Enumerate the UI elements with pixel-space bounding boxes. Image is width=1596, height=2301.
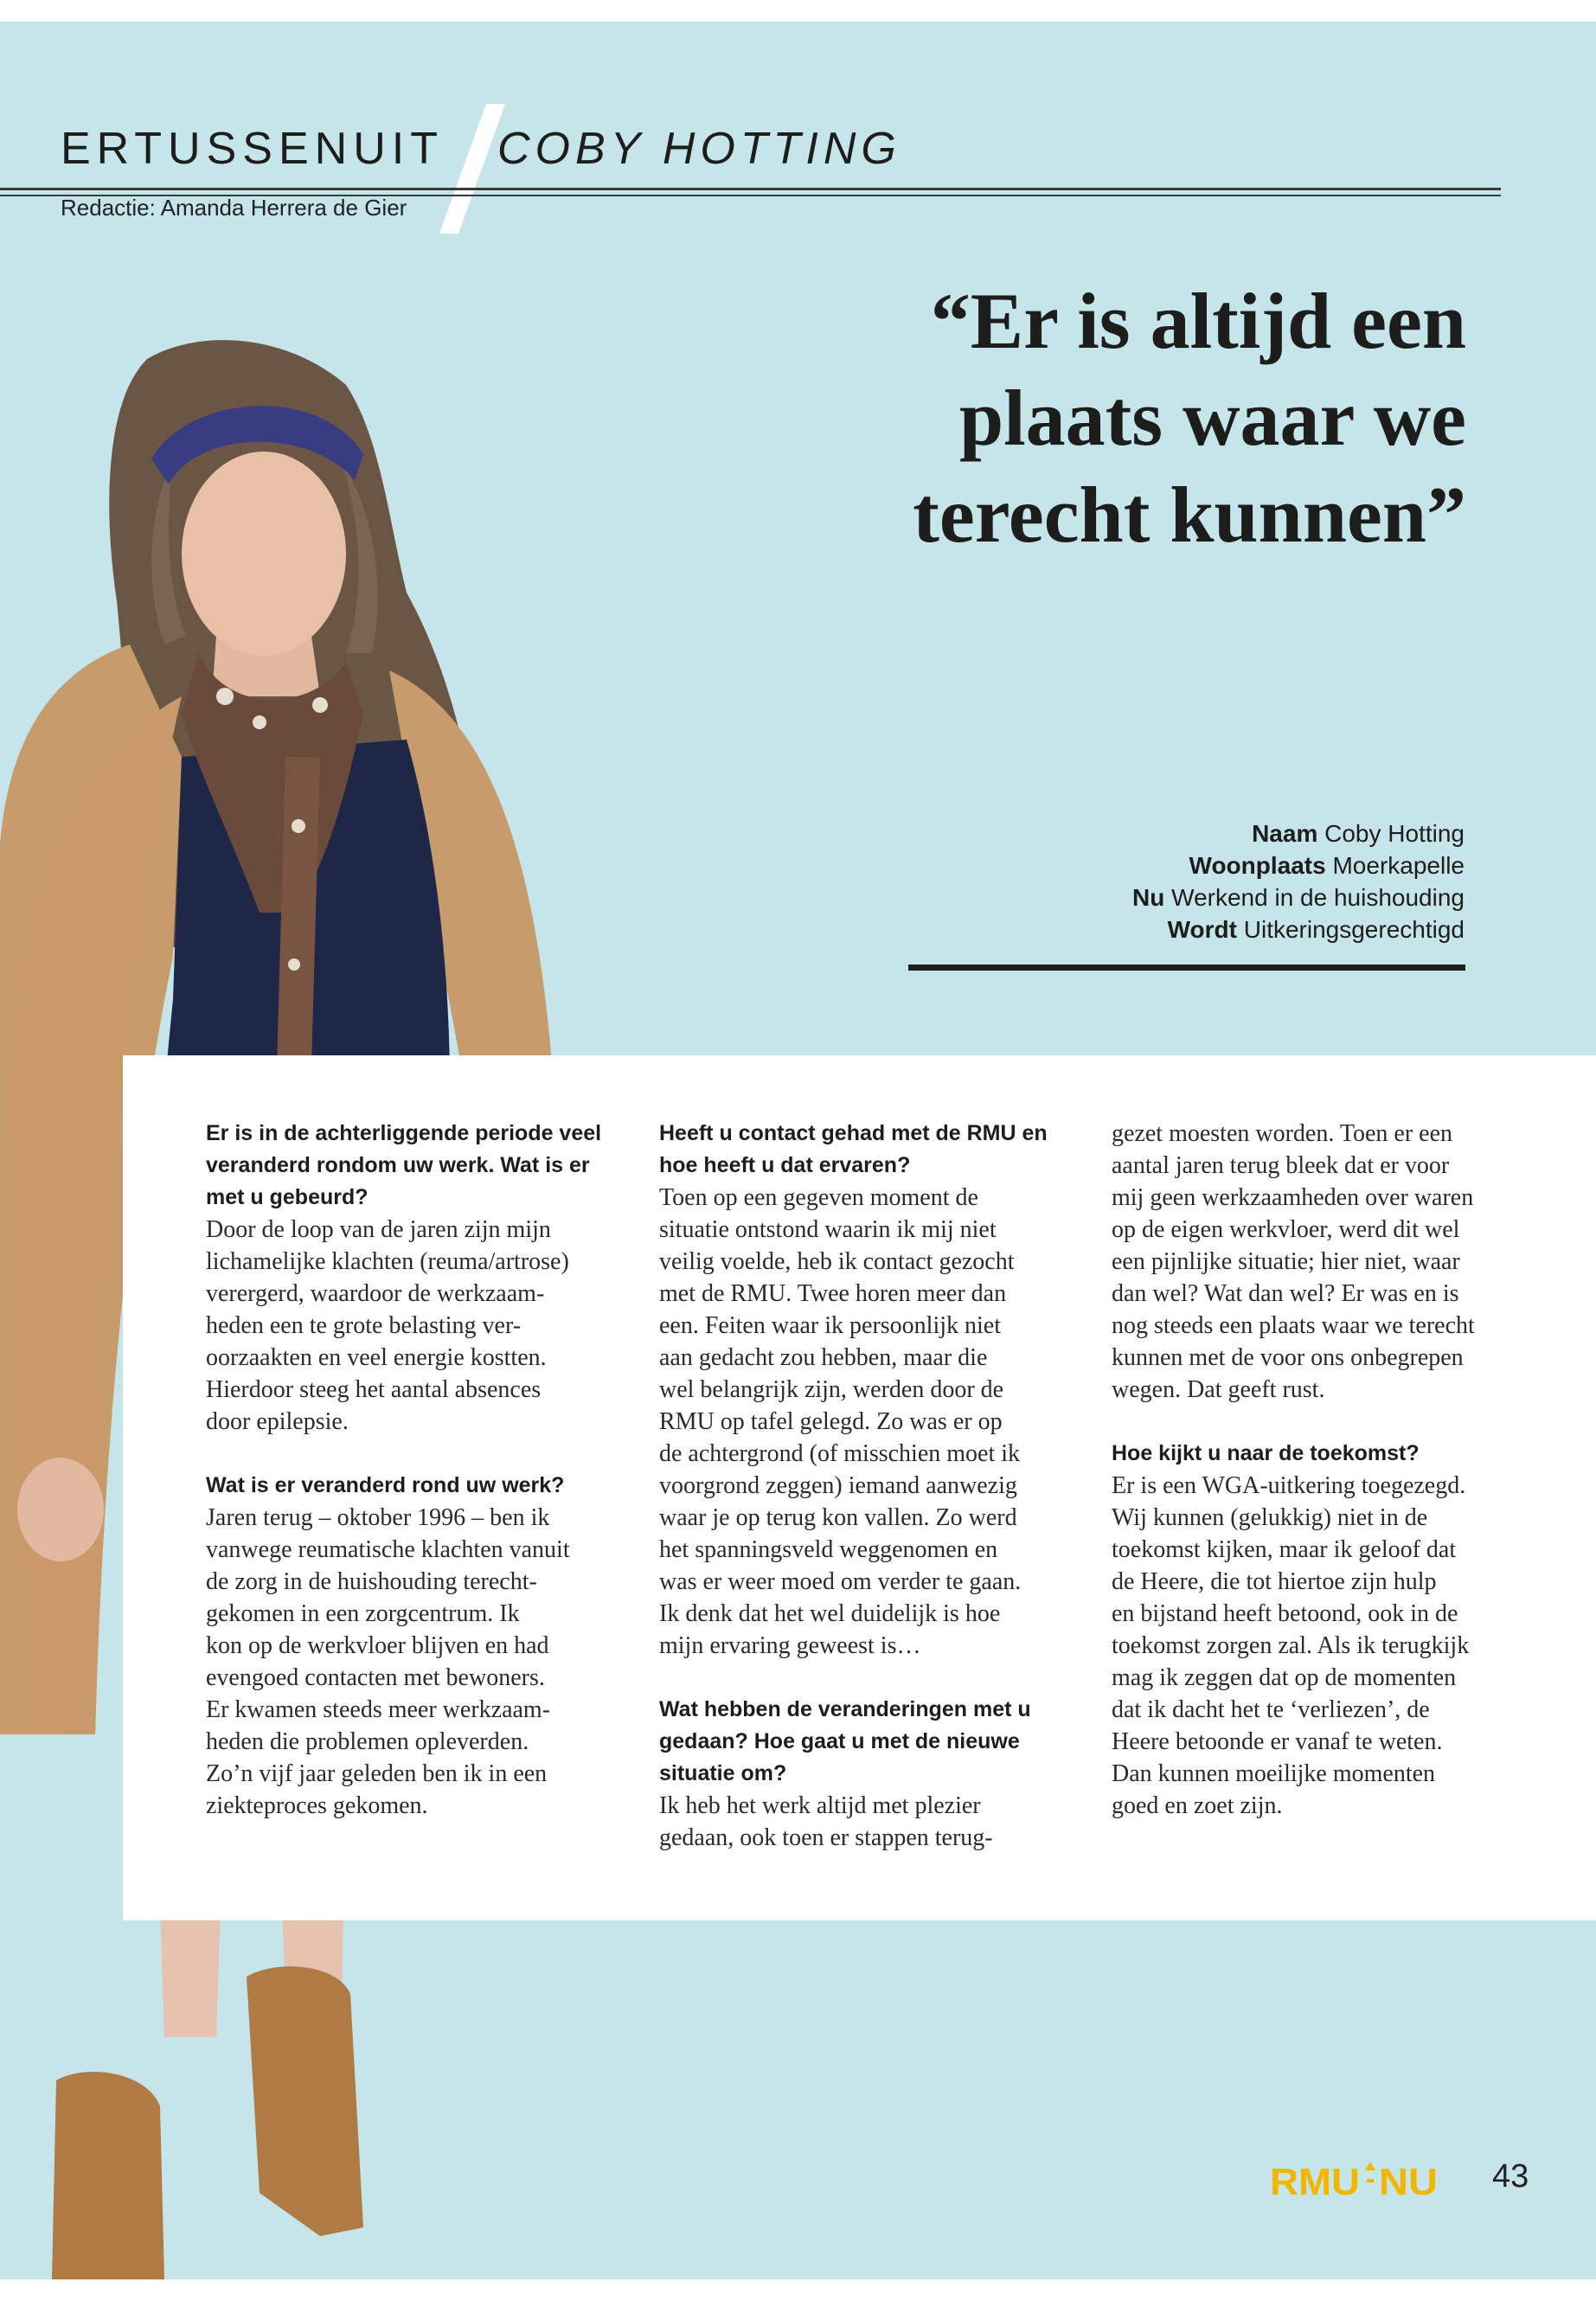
answer-line: heden een te grote belasting ver- [206, 1312, 522, 1339]
rubric-title: ERTUSSENUIT [61, 124, 444, 174]
answer-line: goed en zoet zijn. [1112, 1792, 1283, 1819]
question-line: hoe heeft u dat ervaren? [659, 1153, 911, 1177]
answer-line: ziekteproces gekomen. [206, 1792, 428, 1819]
fact-value: Uitkeringsgerechtigd [1243, 916, 1465, 943]
answer-line: een. Feiten waar ik persoonlijk niet [659, 1312, 1001, 1339]
facts-rule [908, 965, 1465, 971]
article-column-3 [1112, 1118, 1535, 1822]
answer-line: de Heere, die tot hiertoe zijn hulp [1112, 1568, 1437, 1595]
interview-question [206, 1118, 630, 1214]
answer-line: lichamelijke klachten (reuma/artrose) [206, 1248, 569, 1275]
fact-value: Moerkapelle [1332, 852, 1465, 879]
answer-line: gekomen in een zorgcentrum. Ik [206, 1600, 520, 1627]
question-line: Er is in de achterliggende periode veel [206, 1121, 602, 1145]
interview-question [206, 1470, 630, 1502]
answer-line: Hierdoor steeg het aantal absences [206, 1376, 542, 1403]
interview-article [123, 1055, 1596, 1920]
answer-line: Dan kunnen moeilijke momenten [1112, 1760, 1436, 1787]
answer-line: het spanningsveld weggenomen en [659, 1536, 998, 1563]
answer-line: toekomst zorgen zal. Als ik terugkijk [1112, 1632, 1470, 1659]
question-line: Heeft u contact gehad met de RMU en [659, 1121, 1048, 1145]
svg-text:NU: NU [1379, 2161, 1438, 2202]
answer-line: de achtergrond (of misschien moet ik [659, 1440, 1021, 1467]
answer-line: toekomst kijken, maar ik geloof dat [1112, 1536, 1457, 1563]
interview-answer [1112, 1470, 1535, 1822]
answer-line: mij geen werkzaamheden over waren [1112, 1184, 1474, 1211]
question-line: veranderd rondom uw werk. Wat is er [206, 1153, 590, 1177]
page-number: 43 [1492, 2158, 1529, 2195]
header-rule [0, 188, 1501, 190]
answer-line: en bijstand heeft betoond, ook in de [1112, 1600, 1458, 1627]
answer-line: waar je op terug kon vallen. Zo werd [659, 1504, 1017, 1531]
answer-line: dat ik dacht het te ‘verliezen’, de [1112, 1696, 1430, 1723]
question-line: Wat hebben de veranderingen met u [659, 1697, 1031, 1721]
rmu-nu-logo [1270, 2158, 1439, 2202]
pull-quote-line: “Er is altijd een [930, 277, 1466, 365]
article-column-1 [206, 1118, 630, 1822]
answer-line: Ik denk dat het wel duidelijk is hoe [659, 1600, 1001, 1627]
profile-facts [1132, 817, 1465, 945]
answer-line: Wij kunnen (gelukkig) niet in de [1112, 1504, 1428, 1531]
answer-line: een pijnlijke situatie; hier niet, waar [1112, 1248, 1460, 1275]
interview-question [659, 1118, 1083, 1182]
fact-label: Naam [1252, 820, 1318, 847]
fact-row [1132, 913, 1465, 945]
answer-line: wel belangrijk zijn, werden door de [659, 1376, 1004, 1403]
interview-question [659, 1694, 1083, 1790]
editor-credit: Redactie: Amanda Herrera de Gier [61, 195, 407, 221]
answer-line: voorgrond zeggen) iemand aanwezig [659, 1472, 1017, 1499]
answer-line: mijn ervaring geweest is… [659, 1632, 921, 1659]
answer-line: op de eigen werkvloer, werd dit wel [1112, 1216, 1460, 1243]
answer-line: Jaren terug – oktober 1996 – ben ik [206, 1504, 550, 1531]
answer-line: was er weer moed om verder te gaan. [659, 1568, 1022, 1595]
answer-line: nog steeds een plaats waar we terecht [1112, 1312, 1475, 1339]
interview-question [1112, 1438, 1535, 1470]
answer-line: gedaan, ook toen er stappen terug- [659, 1824, 993, 1851]
fact-value: Coby Hotting [1324, 820, 1465, 847]
answer-line: evengoed contacten met bewoners. [206, 1664, 545, 1691]
fact-label: Wordt [1167, 916, 1237, 943]
question-line: Wat is er veranderd rond uw werk? [206, 1473, 565, 1497]
answer-line: Door de loop van de jaren zijn mijn [206, 1216, 551, 1243]
question-line: situatie om? [659, 1761, 787, 1785]
answer-line: oorzaakten en veel energie kostten. [206, 1344, 547, 1371]
magazine-page [0, 22, 1596, 2279]
article-column-2 [659, 1118, 1083, 1854]
answer-line: veilig voelde, heb ik contact gezocht [659, 1248, 1015, 1275]
answer-line: Zo’n vijf jaar geleden ben ik in een [206, 1760, 548, 1787]
answer-line: aantal jaren terug bleek dat er voor [1112, 1152, 1450, 1179]
fact-label: Nu [1132, 884, 1165, 911]
fact-row [1132, 849, 1465, 881]
answer-line: de zorg in de huishouding terecht- [206, 1568, 537, 1595]
answer-line: gezet moesten worden. Toen er een [1112, 1120, 1453, 1147]
answer-line: kunnen met de voor ons onbegrepen [1112, 1344, 1464, 1371]
pull-quote-line: plaats waar we [958, 374, 1466, 462]
answer-line: Heere betoonde er vanaf te weten. [1112, 1728, 1443, 1755]
rubric-subject: COBY HOTTING [497, 124, 901, 174]
question-line: met u gebeurd? [206, 1185, 369, 1209]
interview-answer [659, 1790, 1083, 1854]
answer-line: aan gedacht zou hebben, maar die [659, 1344, 988, 1371]
answer-line: kon op de werkvloer blijven en had [206, 1632, 549, 1659]
fact-label: Woonplaats [1189, 852, 1326, 879]
answer-line: Toen op een gegeven moment de [659, 1184, 978, 1211]
answer-line: RMU op tafel gelegd. Zo was er op [659, 1408, 1003, 1435]
fact-row [1132, 817, 1465, 849]
answer-line: wegen. Dat geeft rust. [1112, 1376, 1325, 1403]
interview-answer [1112, 1118, 1535, 1406]
pull-quote [792, 272, 1466, 563]
answer-line: met de RMU. Twee horen meer dan [659, 1280, 1007, 1307]
interview-answer [206, 1502, 630, 1822]
interview-answer [206, 1214, 630, 1438]
answer-line: Er kwamen steeds meer werkzaam- [206, 1696, 551, 1723]
fact-row [1132, 881, 1465, 913]
question-line: Hoe kijkt u naar de toekomst? [1112, 1441, 1420, 1465]
answer-line: mag ik zeggen dat op de momenten [1112, 1664, 1457, 1691]
answer-line: heden die problemen opleverden. [206, 1728, 529, 1755]
question-line: gedaan? Hoe gaat u met de nieuwe [659, 1729, 1020, 1753]
answer-line: vanwege reumatische klachten vanuit [206, 1536, 570, 1563]
pull-quote-line: terecht kunnen” [913, 471, 1466, 559]
interview-answer [659, 1182, 1083, 1662]
answer-line: situatie ontstond waarin ik mij niet [659, 1216, 997, 1243]
svg-text:RMU: RMU [1270, 2161, 1360, 2202]
answer-line: door epilepsie. [206, 1408, 349, 1435]
answer-line: Ik heb het werk altijd met plezier [659, 1792, 981, 1819]
answer-line: verergerd, waardoor de werkzaam- [206, 1280, 545, 1307]
answer-line: Er is een WGA-uitkering toegezegd. [1112, 1472, 1466, 1499]
answer-line: dan wel? Wat dan wel? Er was en is [1112, 1280, 1459, 1307]
fact-value: Werkend in de huishouding [1171, 884, 1465, 911]
